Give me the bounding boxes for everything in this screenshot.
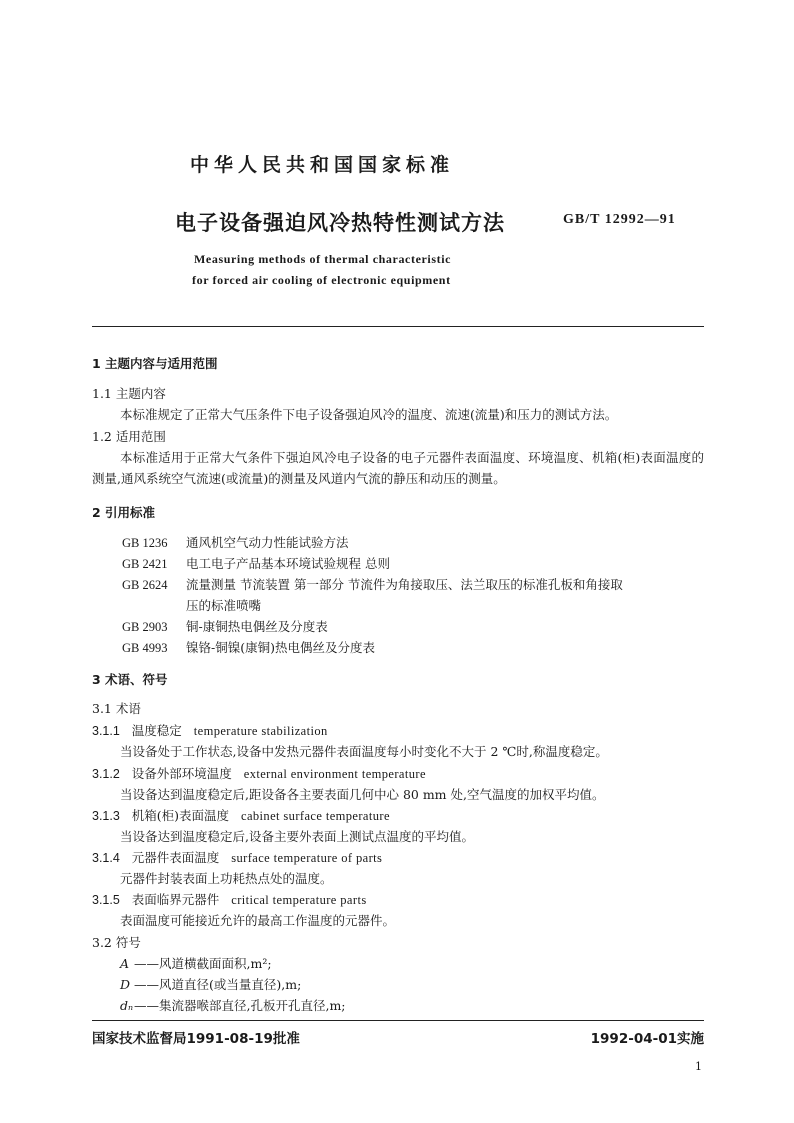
term-number: 3.1.3	[92, 809, 120, 823]
reference-title: 铜-康铜热电偶丝及分度表	[186, 619, 328, 634]
term-chinese: 温度稳定	[131, 723, 182, 738]
reference-item	[122, 616, 328, 638]
section-3-2-heading: 3.2 符号	[92, 935, 141, 950]
approval-date: 国家技术监督局1991-08-19批准	[92, 1031, 300, 1047]
reference-code: GB 2421	[122, 557, 168, 571]
term-heading	[92, 763, 426, 785]
symbol-definition: ——集流器喉部直径,孔板开孔直径,m;	[134, 998, 346, 1013]
symbol-definition: ——风道直径(或当量直径),m;	[134, 977, 302, 992]
reference-code: GB 2903	[122, 620, 168, 634]
reference-item	[122, 637, 375, 659]
term-english: critical temperature parts	[231, 893, 367, 907]
symbol-item	[120, 953, 272, 974]
footer-divider	[92, 1020, 704, 1021]
term-chinese: 机箱(柜)表面温度	[131, 808, 229, 823]
section-2-heading: 2 引用标准	[92, 505, 156, 520]
section-3-1-heading: 3.1 术语	[92, 701, 141, 716]
term-english: temperature stabilization	[193, 724, 328, 738]
implementation-date: 1992-04-01实施	[590, 1031, 704, 1047]
term-heading	[92, 889, 367, 911]
reference-code: GB 2624	[122, 578, 168, 592]
term-number: 3.1.4	[92, 851, 120, 865]
term-heading	[92, 847, 382, 869]
section-1-1-body: 本标准规定了正常大气压条件下电子设备强迫风冷的温度、流速(流量)和压力的测试方法。	[120, 407, 618, 422]
reference-item	[122, 574, 623, 596]
reference-title: 电工电子产品基本环境试验规程 总则	[186, 556, 390, 571]
term-definition: 当设备达到温度稳定后,距设备各主要表面几何中心 80 mm 处,空气温度的加权平均值。	[120, 787, 605, 802]
term-chinese: 元器件表面温度	[131, 850, 220, 865]
symbol: A	[120, 956, 130, 971]
term-chinese: 表面临界元器件	[131, 892, 220, 907]
term-heading	[92, 805, 390, 827]
section-3-heading: 3 术语、符号	[92, 672, 168, 687]
term-english: cabinet surface temperature	[241, 809, 390, 823]
standard-title: 电子设备强迫风冷热特性测试方法	[175, 211, 505, 235]
section-1-2-heading: 1.2 适用范围	[92, 429, 166, 444]
english-title-line-1: Measuring methods of thermal characteristic	[194, 252, 452, 266]
term-chinese: 设备外部环境温度	[131, 766, 232, 781]
reference-title-continued: 压的标准喷嘴	[186, 598, 262, 613]
reference-code: GB 1236	[122, 536, 168, 550]
term-english: surface temperature of parts	[231, 851, 383, 865]
header-divider	[92, 326, 704, 327]
term-number: 3.1.2	[92, 767, 120, 781]
term-number: 3.1.5	[92, 893, 120, 907]
symbol-definition: ——风道横截面面积,m²;	[134, 956, 272, 971]
reference-title: 镍铬-铜镍(康铜)热电偶丝及分度表	[186, 640, 375, 655]
section-1-heading: 1 主题内容与适用范围	[92, 356, 218, 371]
page-number: 1	[695, 1060, 702, 1073]
section-1-1-heading: 1.1 主题内容	[92, 386, 166, 401]
reference-item	[122, 553, 390, 575]
symbol: D	[120, 977, 131, 992]
term-number: 3.1.1	[92, 724, 120, 738]
term-definition: 当设备达到温度稳定后,设备主要外表面上测试点温度的平均值。	[120, 829, 474, 844]
standard-code: GB/T 12992—91	[563, 212, 676, 227]
symbol-item	[120, 974, 301, 995]
english-title-line-2: for forced air cooling of electronic equipment	[192, 273, 451, 287]
reference-item	[122, 532, 349, 554]
symbol: dₙ	[120, 998, 134, 1013]
term-definition: 当设备处于工作状态,设备中发热元器件表面温度每小时变化不大于 2 ℃时,称温度稳定。	[120, 744, 608, 759]
term-definition: 元器件封装表面上功耗热点处的温度。	[120, 871, 333, 886]
term-definition: 表面温度可能接近允许的最高工作温度的元器件。	[120, 913, 396, 928]
reference-title: 流量测量 节流装置 第一部分 节流件为角接取压、法兰取压的标准孔板和角接取	[186, 577, 623, 592]
reference-title: 通风机空气动力性能试验方法	[186, 535, 349, 550]
symbol-item	[120, 995, 346, 1016]
term-heading	[92, 720, 328, 742]
reference-code: GB 4993	[122, 641, 168, 655]
term-english: external environment temperature	[243, 767, 426, 781]
issuer-title: 中华人民共和国国家标准	[189, 154, 454, 176]
section-1-2-body: 本标准适用于正常大气条件下强迫风冷电子设备的电子元器件表面温度、环境温度、机箱(柜)表面温度的测量,通风系统空气流速(或流量)的测量及风道内气流的静压和动压的测量。	[92, 450, 704, 486]
